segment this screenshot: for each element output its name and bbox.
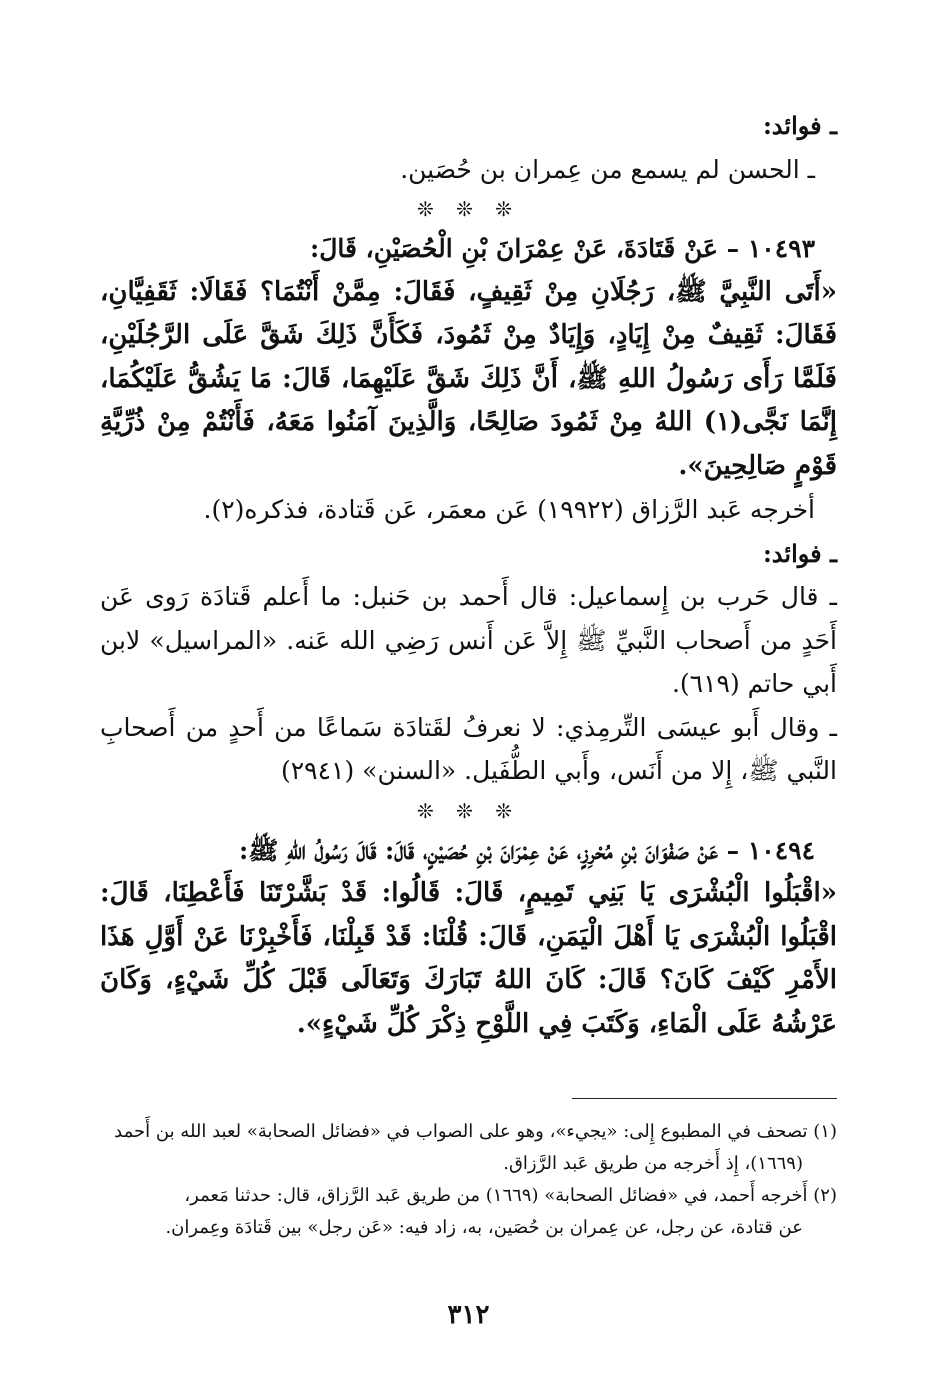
fawaid-note: ـ قال حَرب بن إِسماعيل: قال أَحمد بن حَنبل: ما أَعلم قَتادَة رَوى عَن أَحَدٍ من أَصحاب النَّبيِّ ﷺ إِلاَّ عَن أَنس رَضِي الله عَنه. «المراسيل» لابن أَبي حاتم (٦١٩). xyxy=(100,582,837,698)
section-separator: ❊ ❊ ❊ xyxy=(417,197,520,221)
footnote-divider xyxy=(572,1098,837,1099)
hadith-text-10493: «أَتَى النَّبِيَّ ﷺ، رَجُلَانِ مِنْ ثَقِيفٍ، فَقَالَ: مِمَّنْ أَنْتُمَا؟ فَقَالَا: ثَقَفِيَّانِ، فَقَالَ: ثَقِيفٌ مِنْ إِيَادٍ، وَإِيَادٌ مِنْ ثَمُودَ، فَكَأَنَّ ذَلِكَ شَقَّ عَلَى الرَّجُلَيْنِ، فَلَمَّا رَأَى رَسُولُ اللهِ ﷺ، أَنَّ ذَلِكَ شَقَّ عَلَيْهِمَا، قَالَ: مَا يَشُقُّ عَلَيْكُمَا، إِنَّمَا نَجَّى(١) اللهُ مِنْ ثَمُودَ صَالِحًا، وَالَّذِينَ آمَنُوا مَعَهُ، فَأَنْتُمْ مِنْ ذُرِّيَّةِ قَوْمٍ صَالِحِينَ». xyxy=(100,276,837,481)
footnotes-block xyxy=(100,1116,837,1244)
main-text-block xyxy=(100,104,837,1046)
footnote-2-line-1: (٢) أَخرجه أَحمد، في «فضائل الصحابة» (١٦٦٩) من طريق عَبد الرَّزاق، قال: حدثنا مَعمر، xyxy=(184,1185,837,1206)
fawaid-heading: ـ فوائد: xyxy=(762,111,837,140)
fawaid-heading: ـ فوائد: xyxy=(762,538,837,568)
fawaid-note: ـ الحسن لم يسمع من عِمران بن حُصَين. xyxy=(400,154,815,184)
hadith-takhrij-10493: أخرجه عَبد الرَّزاق (١٩٩٢٢) عَن معمَر، عَن قَتادة، فذكره(٢). xyxy=(203,495,815,524)
footnote-2-line-2: عن قتادة، عن رجل، عن عِمران بن حُصَين، به، زاد فيه: «عَن رجل» بين قَتادَة وعِمران. xyxy=(165,1217,803,1238)
fawaid-note: ـ وقال أَبو عيسَى التِّرمِذي: لا نعرفُ لقَتادَة سَماعًا من أَحدٍ من أَصحابِ النَّبي ﷺ، إِلا من أَنَس، وأَبي الطُّفَيل. «السنن» (٢٩٤١) xyxy=(100,712,837,785)
hadith-text-10494: «اقْبَلُوا الْبُشْرَى يَا بَنِي تَمِيمٍ، قَالَ: قَالُوا: قَدْ بَشَّرْتَنَا فَأَعْطِنَا، قَالَ: اقْبَلُوا الْبُشْرَى يَا أَهْلَ الْيَمَنِ، قَالَ: قُلْنَا: قَدْ قَبِلْنَا، فَأَخْبِرْنَا عَنْ أَوَّلِ هَذَا الأَمْرِ كَيْفَ كَانَ؟ قَالَ: كَانَ اللهُ تَبَارَكَ وَتَعَالَى قَبْلَ كُلِّ شَيْءٍ، وَكَانَ عَرْشُهُ عَلَى الْمَاءِ، وَكَتَبَ فِي اللَّوْحِ ذِكْرَ كُلِّ شَيْءٍ». xyxy=(100,878,837,1039)
footnote-1-line-1: (١) تصحف في المطبوع إِلى: «يجيء»، وهو على الصواب في «فضائل الصحابة» لعبد الله بن أَحمد xyxy=(114,1121,837,1142)
hadith-opening-10494: ١٠٤٩٤ – عَنْ صَفْوَانَ بْنِ مُحْرِزٍ، عَنْ عِمْرَانَ بْنِ حُصَيْنٍ، قَالَ: قَالَ رَسُولُ اللهِ ﷺ: xyxy=(239,835,815,865)
section-separator: ❊ ❊ ❊ xyxy=(417,798,520,823)
hadith-opening-10493: ١٠٤٩٣ – عَنْ قَتَادَةَ، عَنْ عِمْرَانَ بْنِ الْحُصَيْنِ، قَالَ: xyxy=(309,234,815,263)
footnote-1-line-2: (١٦٦٩)، إِذ أَخرجه من طريق عَبد الرَّزاق. xyxy=(503,1153,803,1174)
page-number: ٣١٢ xyxy=(447,1300,490,1330)
